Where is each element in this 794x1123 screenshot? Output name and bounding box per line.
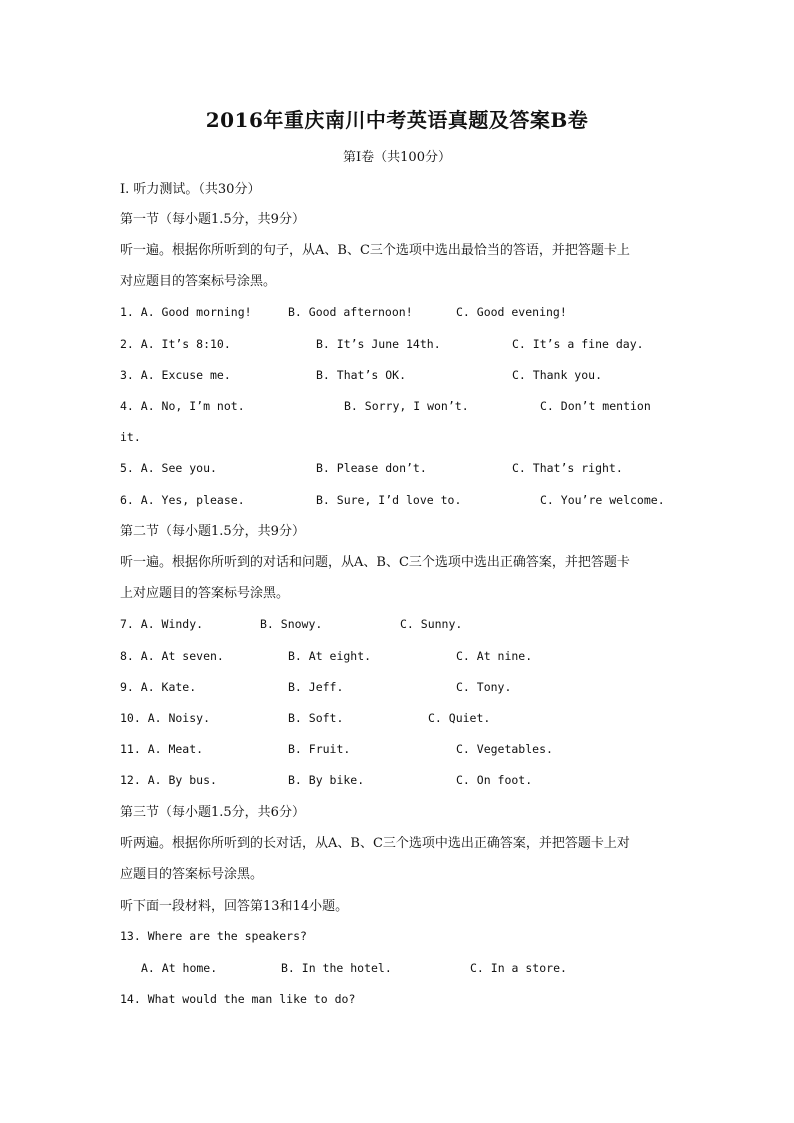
q12-option-a: 12. A. By bus. — [120, 773, 217, 787]
part2-heading: 第二节（每小题1.5分，共9分） — [120, 524, 305, 539]
q7-option-a: 7. A. Windy. — [120, 617, 204, 631]
q3-option-b: B. That’s OK. — [316, 368, 407, 382]
material-note: 听下面一段材料，回答第13和14小题。 — [120, 899, 349, 914]
q2-option-c: C. It’s a fine day. — [512, 337, 644, 351]
q1-option-b: B. Good afternoon! — [288, 305, 413, 319]
q6-option-b: B. Sure, I’d love to. — [316, 493, 462, 507]
q4-option-c: C. Don’t mention — [540, 399, 651, 413]
q11-option-b: B. Fruit. — [288, 742, 351, 756]
q11-option-a: 11. A. Meat. — [120, 742, 204, 756]
q1-option-a: 1. A. Good morning! — [120, 305, 252, 319]
q8-option-c: C. At nine. — [456, 649, 533, 663]
q9-option-b: B. Jeff. — [288, 680, 344, 694]
q2-option-b: B. It’s June 14th. — [316, 337, 441, 351]
q10-option-a: 10. A. Noisy. — [120, 711, 211, 725]
q5-option-c: C. That’s right. — [512, 461, 623, 475]
q12-option-b: B. By bike. — [288, 773, 365, 787]
q13-option-b: B. In the hotel. — [281, 961, 392, 975]
paper-subtitle: 第I卷（共100分） — [343, 150, 451, 165]
section-heading: I. 听力测试。（共30分） — [120, 182, 261, 197]
q6-option-a: 6. A. Yes, please. — [120, 493, 245, 507]
part3-heading: 第三节（每小题1.5分，共6分） — [120, 805, 305, 820]
q8-option-b: B. At eight. — [288, 649, 372, 663]
q6-option-c: C. You’re welcome. — [540, 493, 665, 507]
part1-heading: 第一节（每小题1.5分，共9分） — [120, 212, 305, 227]
q2-option-a: 2. A. It’s 8:10. — [120, 337, 231, 351]
q7-option-c: C. Sunny. — [400, 617, 463, 631]
part2-instructions-line2: 上对应题目的答案标号涂黑。 — [120, 586, 290, 601]
q4-option-c-continued: it. — [120, 430, 141, 444]
q13-option-a: A. At home. — [141, 961, 218, 975]
part2-instructions-line1: 听一遍。根据你所听到的对话和问题，从A、B、C三个选项中选出正确答案，并把答题卡 — [120, 555, 630, 570]
q10-option-c: C. Quiet. — [428, 711, 491, 725]
part3-instructions-line1: 听两遍。根据你所听到的长对话，从A、B、C三个选项中选出正确答案，并把答题卡上对 — [120, 836, 630, 851]
q13-stem: 13. Where are the speakers? — [120, 929, 307, 943]
q3-option-c: C. Thank you. — [512, 368, 603, 382]
q12-option-c: C. On foot. — [456, 773, 533, 787]
q5-option-b: B. Please don’t. — [316, 461, 427, 475]
q9-option-c: C. Tony. — [456, 680, 512, 694]
part1-instructions-line1: 听一遍。根据你所听到的句子，从A、B、C三个选项中选出最恰当的答语，并把答题卡上 — [120, 243, 630, 258]
q11-option-c: C. Vegetables. — [456, 742, 553, 756]
part1-instructions-line2: 对应题目的答案标号涂黑。 — [120, 274, 277, 289]
q3-option-a: 3. A. Excuse me. — [120, 368, 231, 382]
q1-option-c: C. Good evening! — [456, 305, 567, 319]
page-title: 2016年重庆南川中考英语真题及答案B卷 — [205, 108, 589, 132]
q4-option-a: 4. A. No, I’m not. — [120, 399, 245, 413]
part3-instructions-line2: 应题目的答案标号涂黑。 — [120, 867, 264, 882]
q5-option-a: 5. A. See you. — [120, 461, 217, 475]
q4-option-b: B. Sorry, I won’t. — [344, 399, 469, 413]
q13-option-c: C. In a store. — [470, 961, 567, 975]
q9-option-a: 9. A. Kate. — [120, 680, 197, 694]
q14-stem: 14. What would the man like to do? — [120, 992, 356, 1006]
q7-option-b: B. Snowy. — [260, 617, 323, 631]
q8-option-a: 8. A. At seven. — [120, 649, 224, 663]
q10-option-b: B. Soft. — [288, 711, 344, 725]
